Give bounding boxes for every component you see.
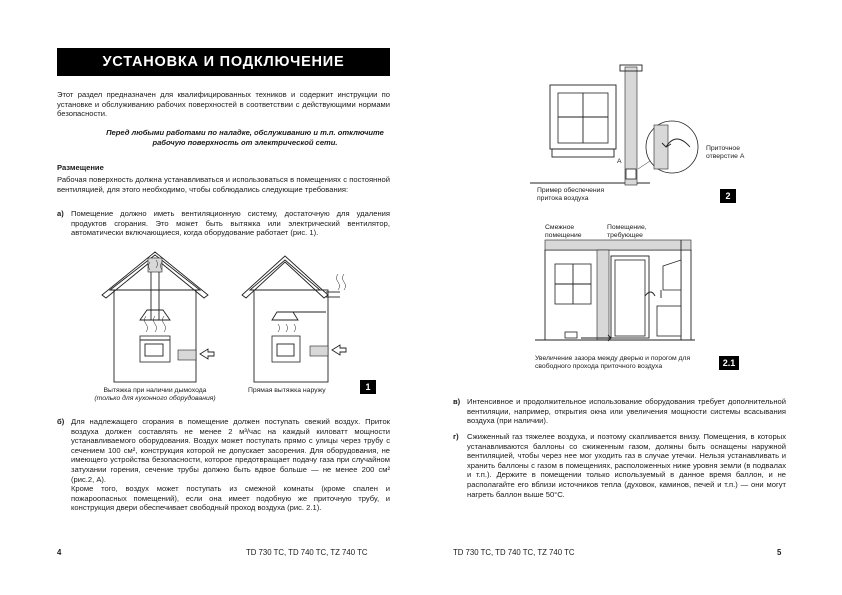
figure-2-air-inlet-illustration xyxy=(530,65,780,190)
section-intro: Рабочая поверхность должна устанавливаться и использоваться в помещениях с постоянной вентиляцией, для этого необходимо, чтобы соблюдались следующие требования: xyxy=(57,175,390,194)
safety-warning: Перед любыми работами по наладке, обслуживанию и т.п. отключите рабочую поверхность от электрической сети. xyxy=(106,128,384,147)
fig1-caption-left xyxy=(85,387,225,403)
item-c-label: в) xyxy=(453,397,461,406)
item-a-text: Помещение должно иметь вентиляционную систему, достаточную для удаления продуктов сгорания. Это может быть вытяжка или электрический вентилятор, автоматически включающиеся, когда оборудование работает (рис. 1). xyxy=(71,209,390,238)
fig1-number-badge: 1 xyxy=(360,380,376,394)
fig21-label-room: Помещение, требующее xyxy=(607,224,647,240)
door xyxy=(615,260,645,336)
section-heading: Размещение xyxy=(57,163,104,172)
fig21-caption: Увеличение зазора между дверью и порогом для свободного прохода приточного воздуха xyxy=(535,355,691,371)
fig1-caption-left-line1: Вытяжка при наличии дымохода xyxy=(103,387,207,394)
model-list-right: TD 730 TC, TD 740 TC, TZ 740 TC xyxy=(453,548,575,557)
item-d-text: Сжиженный газ тяжелее воздуха, и поэтому скапливается внизу. Помещения, в которых устанавливаются баллоны со сжиженным газом, должны быть оснащены наружной вентиляцией, чтобы через нее мог уходить газ в случае утечки. Нельзя устанавливать и хранить баллоны с газом в помещениях, расположенных ниже уровня земли (в подвалах и т.п.). Держите в помещении только используемый в данное время баллон, и не располагайте его вблизи источников тепла (духовок, каминов, печей и т.п.) — они могут нагреть баллон выше 50°С. xyxy=(467,432,786,499)
fig2-label-inlet: Приточное отверстие А xyxy=(706,145,745,161)
item-b-label: б) xyxy=(57,417,65,426)
item-d-label: г) xyxy=(453,432,459,441)
intro-paragraph: Этот раздел предназначен для квалифицированных техников и содержит инструкции по установке и обслуживанию рабочих поверхностей в соответствии с действующими нормами безопасности. xyxy=(57,90,390,119)
figure-2-1-door-gap-illustration xyxy=(535,240,715,350)
stove-2 xyxy=(272,336,300,362)
page-number-left: 4 xyxy=(57,548,62,557)
air-inlet-arrow-2 xyxy=(332,345,346,355)
air-inlet-arrow-1 xyxy=(200,349,214,359)
item-c-text: Интенсивное и продолжительное использование оборудования требует дополнительной вентиляции, например, открытия окна или увеличения мощности системы всасывания воздуха (при наличии). xyxy=(467,397,786,426)
stove-3 xyxy=(657,306,681,336)
house-roof-2 xyxy=(250,260,320,290)
item-d xyxy=(453,432,786,499)
item-c xyxy=(453,397,786,426)
item-b-text-2: Кроме того, воздух может поступать из смежной комнаты (кроме спален и пожароопасных помещений), если она имеет подобную же приточную трубу, и конструкция двери обеспечивает свободный проход воздуха (рис. 2.1). xyxy=(71,484,390,513)
section-banner: УСТАНОВКА И ПОДКЛЮЧЕНИЕ xyxy=(57,48,390,76)
fig21-number-badge: 2.1 xyxy=(719,356,739,370)
fig21-label-adjacent: Смежное помещение xyxy=(545,224,582,240)
fig2-caption: Пример обеспечения притока воздуха xyxy=(537,187,605,203)
item-b-text: Для надлежащего сгорания в помещение должен поступать свежий воздух. Приток воздуха должен составлять не менее 2 м³/час на каждый киловатт мощности устанавливаемого оборудования. Воздух может поступать прямо с улицы через трубу с сечением 100 см², конструкция которой не допускает засорения. Для оборудования, не имеющего устройства безопасности, которое предотвращает подачу газа при случайном затухании горения, сечение трубы должно быть вдвое больше — не менее 200 см² (рис.2, А). xyxy=(71,417,390,484)
item-a-label: а) xyxy=(57,209,64,218)
fig1-caption-left-line2: (только для кухонного оборудования) xyxy=(94,395,216,403)
fig2-label-a: А xyxy=(617,158,622,165)
fig2-number-badge: 2 xyxy=(720,189,736,203)
hood xyxy=(663,260,681,290)
item-a xyxy=(57,209,390,238)
figure-1-ventilation-illustration xyxy=(100,250,360,390)
item-b xyxy=(57,417,390,513)
model-list-left: TD 730 TC, TD 740 TC, TZ 740 TC xyxy=(246,548,368,557)
page-number-right: 5 xyxy=(777,548,782,557)
fig1-caption-right: Прямая вытяжка наружу xyxy=(248,387,326,394)
